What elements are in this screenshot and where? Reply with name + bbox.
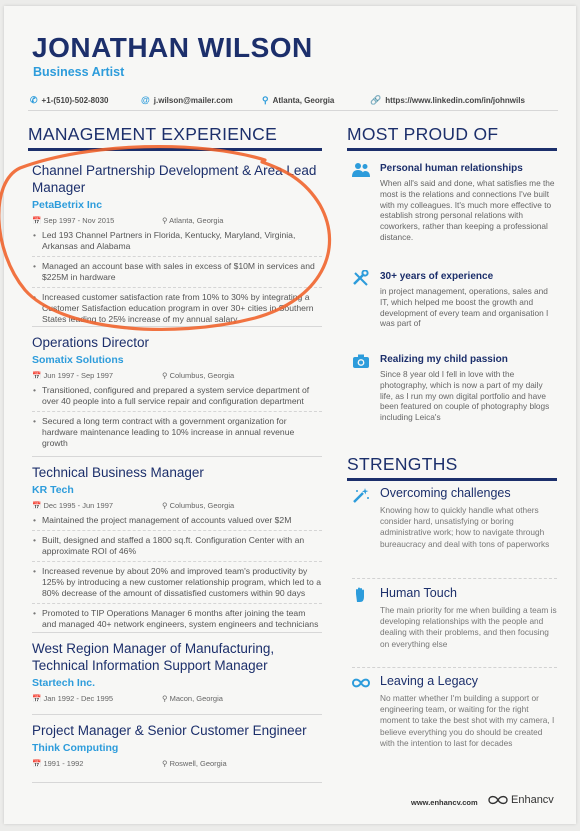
strength-title: Overcoming challenges xyxy=(380,486,511,500)
job-divider xyxy=(32,326,322,327)
contact-location: ⚲ Atlanta, Georgia xyxy=(262,95,335,105)
proud-section-rule xyxy=(347,148,557,151)
job-bullet: • Increased customer satisfaction rate from 10% to 30% by integrating a Customer Satisfaction education program in over 30+ cities in Southern States leading to 25% increase of my annual salary xyxy=(32,292,322,329)
resume-page xyxy=(4,6,576,824)
job-meta xyxy=(32,501,322,511)
job-title: Project Manager & Senior Customer Engineer xyxy=(32,723,307,738)
job-dates: 📅 Dec 1995 - Jun 1997 xyxy=(32,501,114,510)
proud-title: 30+ years of experience xyxy=(380,271,494,282)
job-company: Think Computing xyxy=(32,742,119,754)
contact-linkedin[interactable]: 🔗 https://www.linkedin.com/in/johnwils xyxy=(370,95,525,105)
job-title: Operations Director xyxy=(32,335,150,350)
strengths-section-rule xyxy=(347,478,557,481)
phone-icon: ✆ xyxy=(30,95,38,105)
hand-icon xyxy=(352,587,370,603)
proud-title: Realizing my child passion xyxy=(380,354,508,365)
strength-item xyxy=(352,586,557,650)
link-icon: 🔗 xyxy=(370,95,382,105)
proud-text: Since 8 year old I fell in love with the photography, which is now a part of my daily life, as I run my own digital portfolio and have been featured on couple of photography blogs including Leica's xyxy=(380,369,550,423)
experience-section-rule xyxy=(28,148,322,151)
job-dates: 📅 Jun 1997 - Sep 1997 xyxy=(32,371,114,380)
candidate-role: Business Artist xyxy=(33,65,125,79)
strength-divider xyxy=(352,667,557,668)
job-location: ⚲ Macon, Georgia xyxy=(162,694,223,703)
job-bullet: • Increased revenue by about 20% and improved team's productivity by 125% by introducing a new customer relationship program, which led to a 80% decrease of the amount of dissatisfied customers within 90 days xyxy=(32,566,322,604)
people-icon xyxy=(352,162,370,178)
proud-section-title: MOST PROUD OF xyxy=(347,124,499,144)
job-dates: 📅 1991 - 1992 xyxy=(32,759,84,768)
job-entry xyxy=(32,162,322,333)
footer-url[interactable]: www.enhancv.com xyxy=(411,798,478,807)
strength-item xyxy=(352,486,557,550)
strength-text: No matter whether I'm building a support or engineering team, or waiting for the right moment to take the best shot with my camera, I believe everything you do should be created with the intention to last for decades xyxy=(380,693,555,748)
candidate-name: JONATHAN WILSON xyxy=(32,32,313,63)
job-bullet: • Led 193 Channel Partners in Florida, Kentucky, Maryland, Virginia, Arkansas and Alabama xyxy=(32,230,322,257)
job-dates: 📅 Jan 1992 - Dec 1995 xyxy=(32,694,114,703)
job-bullet: • Transitioned, configured and prepared a system service department of over 40 people into a full service repair and configuration department xyxy=(32,385,322,412)
job-bullet: • Secured a long term contract with a government organization for hardware maintenance leading to 10% increase in annual revenue growth xyxy=(32,416,322,453)
magic-wand-icon xyxy=(352,487,370,503)
proud-text: in project management, operations, sales and IT, which helped me boost the growth and development of every team and organisation I was part of xyxy=(380,286,549,329)
strength-text: The main priority for me when building a team is developing relationships with the people and dealing with their problems, and then focusing on everything else xyxy=(380,605,557,649)
job-divider xyxy=(32,456,322,457)
job-bullet: • Built, designed and staffed a 1800 sq.ft. Configuration Center with an approximate ROI of 46% xyxy=(32,535,322,562)
infinity-icon xyxy=(352,675,370,691)
footer-brand: Enhancv xyxy=(511,794,554,806)
header-divider xyxy=(28,110,558,111)
job-bullet: • Promoted to TIP Operations Manager 6 months after joining the team and managed 40+ network engineers, system engineers and technicians xyxy=(32,608,322,634)
contact-phone: ✆ +1-(510)-502-8030 xyxy=(30,95,109,105)
job-entry xyxy=(32,464,322,638)
job-company: Somatix Solutions xyxy=(32,354,124,366)
experience-section-title: MANAGEMENT EXPERIENCE xyxy=(28,124,278,144)
strength-text: Knowing how to quickly handle what others consider hard, unsatisfying or boring administrative work; how to navigate through bureaucracy and deal with tons of paperworks xyxy=(380,505,550,549)
job-entry xyxy=(32,640,322,704)
job-bullet: • Maintained the project management of accounts valued over $2M xyxy=(32,515,322,531)
job-company: PetaBetrix Inc xyxy=(32,199,103,211)
job-divider xyxy=(32,782,322,783)
proud-item xyxy=(352,353,557,423)
proud-item xyxy=(352,270,557,329)
at-icon: @ xyxy=(141,95,150,105)
tools-icon xyxy=(352,270,370,286)
proud-title: Personal human relationships xyxy=(380,163,523,174)
job-entry xyxy=(32,334,322,457)
proud-item xyxy=(352,162,557,243)
job-location: ⚲ Columbus, Georgia xyxy=(162,371,235,380)
job-company: KR Tech xyxy=(32,484,74,496)
job-company: Startech Inc. xyxy=(32,677,96,689)
job-title: West Region Manager of Manufacturing, Technical Information Support Manager xyxy=(32,641,275,673)
proud-text: When all's said and done, what satisfies me the most is the relations and connections I've built with my colleagues. It's much more effective to establish strong personal relations with coworkers, rather than keeping a professional distance. xyxy=(380,178,555,242)
job-dates: 📅 Sep 1997 - Nov 2015 xyxy=(32,216,115,225)
job-title: Channel Partnership Development & Area Lead Manager xyxy=(32,163,317,195)
strength-title: Human Touch xyxy=(380,586,457,600)
strength-divider xyxy=(352,578,557,579)
job-meta xyxy=(32,371,322,381)
location-pin-icon: ⚲ xyxy=(262,95,269,105)
job-title: Technical Business Manager xyxy=(32,465,204,480)
footer-logo xyxy=(488,794,554,806)
strength-item xyxy=(352,674,557,749)
job-meta xyxy=(32,694,322,704)
job-location: ⚲ Columbus, Georgia xyxy=(162,501,235,510)
job-divider xyxy=(32,714,322,715)
job-divider xyxy=(32,632,322,633)
job-meta xyxy=(32,759,322,769)
job-meta xyxy=(32,216,322,226)
job-entry xyxy=(32,722,322,769)
job-bullet: • Managed an account base with sales in excess of $10M in services and $225M in hardware xyxy=(32,261,322,288)
job-location: ⚲ Atlanta, Georgia xyxy=(162,216,224,225)
camera-icon xyxy=(352,353,370,369)
job-location: ⚲ Roswell, Georgia xyxy=(162,759,227,768)
strengths-section-title: STRENGTHS xyxy=(347,454,458,474)
strength-title: Leaving a Legacy xyxy=(380,674,478,688)
contact-email[interactable]: @ j.wilson@mailer.com xyxy=(141,95,233,105)
enhancv-logo-icon xyxy=(488,794,508,806)
